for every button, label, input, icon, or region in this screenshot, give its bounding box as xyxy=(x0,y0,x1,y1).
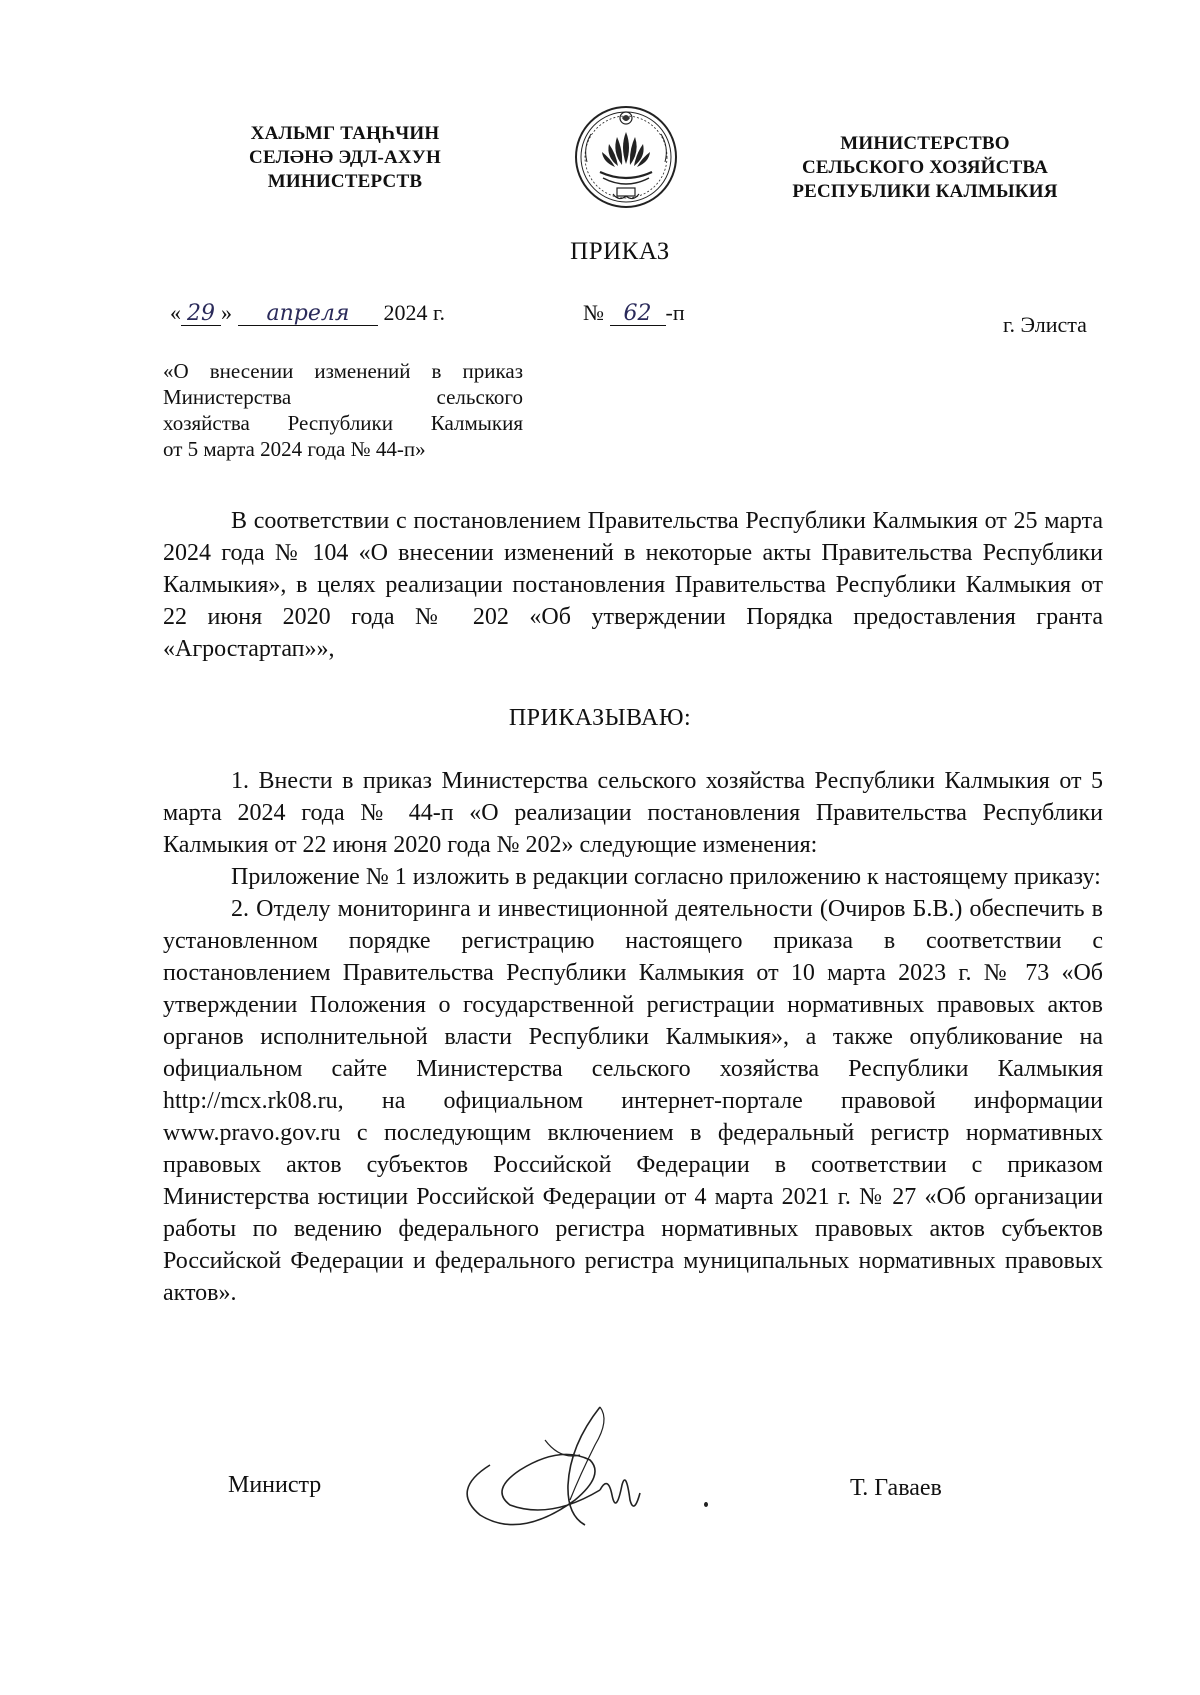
number-prefix: № xyxy=(583,300,604,325)
order-items xyxy=(163,765,1103,1309)
header-left-line-1: ХАЛЬМГ ТАҢҺЧИН xyxy=(250,123,440,144)
subject-line-2: Министерства сельского xyxy=(163,385,523,409)
document-city: г. Элиста xyxy=(1003,312,1087,337)
number-suffix: -п xyxy=(665,300,685,325)
document-type-title: ПРИКАЗ xyxy=(570,238,670,265)
signature-dot xyxy=(704,1502,708,1507)
header-right-line-1: МИНИСТЕРСТВО xyxy=(840,133,1010,154)
date-open-quote: « xyxy=(170,300,181,325)
date-close-quote: » xyxy=(221,300,232,325)
header-left-line-2: СЕЛӘНӘ ЭДЛ-АХУН xyxy=(249,147,441,168)
subject-line-4: от 5 марта 2024 года № 44-п» xyxy=(163,437,426,461)
header-right-line-2: СЕЛЬСКОГО ХОЗЯЙСТВА xyxy=(801,157,1049,178)
document-subject xyxy=(163,358,523,462)
header-kalmyk-ministry-name xyxy=(215,122,475,194)
date-month-handwritten: апреля xyxy=(238,303,378,326)
order-item-1-sub: Приложение № 1 изложить в редакции согласно приложению к настоящему приказу: xyxy=(231,864,1101,890)
order-item-2: 2. Отделу мониторинга и инвестиционной деятельности (Очиров Б.В.) обеспечить в установленном порядке регистрацию настоящего приказа в соответствии с постановлением Правительства Республики Калмыкия от 10 марта 2023 г. № 73 «Об утверждении Положения о государственной регистрации нормативных правовых актов органов исполнительной власти Республики Калмыкия», а также опубликование на официальном сайте Министерства сельского хозяйства Республики Калмыкия http://mcx.rk08.ru, на официальном интернет-портале правовой информации www.pravo.gov.ru с последующим включением в федеральный регистр нормативных правовых актов субъектов Российской Федерации в соответствии с приказом Министерства юстиции Российской Федерации от 4 марта 2021 г. № 27 «Об организации работы по ведению федерального регистра нормативных правовых актов субъектов Российской Федерации и федерального регистра муниципальных нормативных правовых актов». xyxy=(163,896,1103,1306)
header-right-line-3: РЕСПУБЛИКИ КАЛМЫКИЯ xyxy=(792,181,1058,202)
coat-of-arms-icon xyxy=(573,102,679,212)
number-value-handwritten: 62 xyxy=(610,303,666,326)
document-number xyxy=(583,300,685,326)
document-date xyxy=(170,300,445,326)
signatory-name: Т. Гаваев xyxy=(850,1475,942,1501)
signatory-title: Министр xyxy=(228,1472,322,1498)
order-item-1: 1. Внести в приказ Министерства сельского хозяйства Республики Калмыкия от 5 марта 2024 года № 44-п «О реализации постановления Правительства Республики Калмыкия от 22 июня 2020 года № 202» следующие изменения: xyxy=(163,768,1103,858)
subject-line-1: «О внесении изменений в приказ xyxy=(163,359,523,383)
preamble-paragraph: В соответствии с постановлением Правительства Республики Калмыкия от 25 марта 2024 года № 104 «О внесении изменений в некоторые акты Правительства Республики Калмыкия», в целях реализации постановления Правительства Республики Калмыкия от 22 июня 2020 года № 202 «Об утверждении Порядка предоставления гранта «Агростартап»», xyxy=(163,508,1103,662)
header-left-line-3: МИНИСТЕРСТВ xyxy=(267,171,423,192)
handwritten-signature xyxy=(450,1405,710,1535)
preamble-block xyxy=(163,505,1103,665)
decree-heading: ПРИКАЗЫВАЮ: xyxy=(508,705,692,731)
header-russian-ministry-name xyxy=(780,132,1070,204)
date-year: 2024 г. xyxy=(383,300,446,325)
date-day-handwritten: 29 xyxy=(181,303,221,326)
subject-line-3: хозяйства Республики Калмыкия xyxy=(163,411,523,435)
